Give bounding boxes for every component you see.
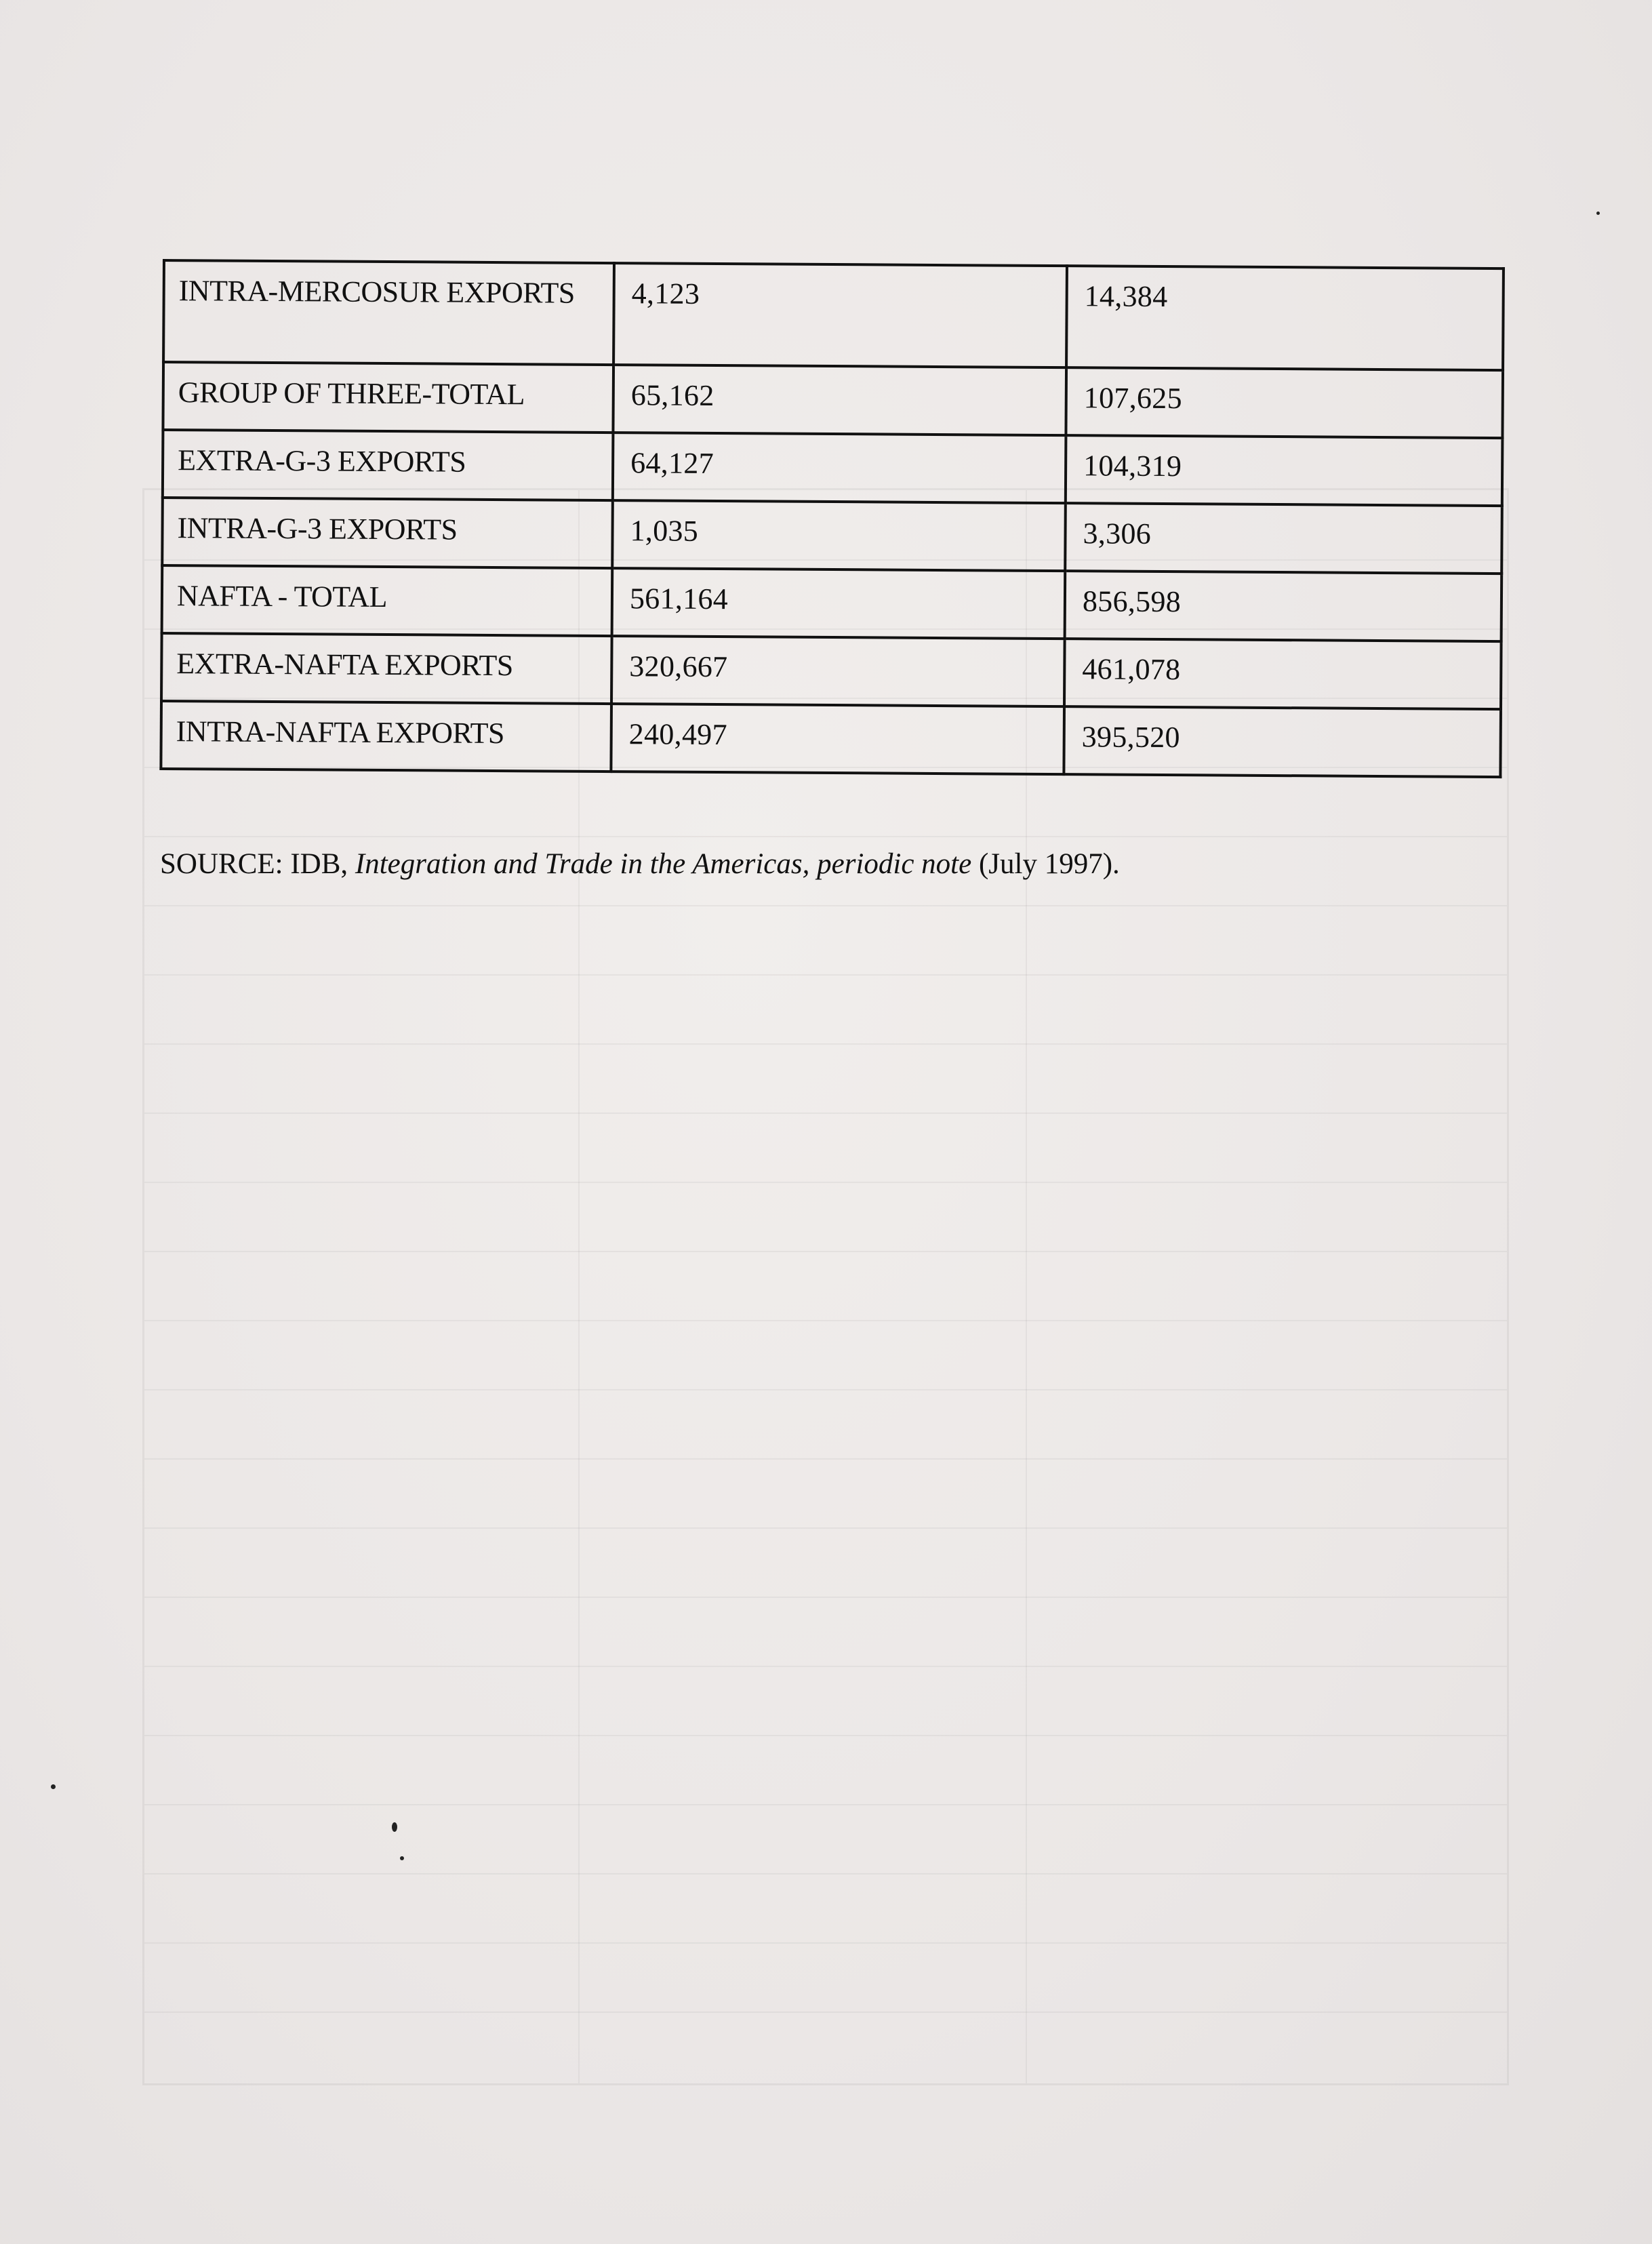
- trade-data-table: [159, 259, 1505, 778]
- row-label: NAFTA - TOTAL: [162, 565, 613, 636]
- bleed-through-line: [144, 1527, 1507, 1529]
- table-row: [162, 565, 1502, 641]
- row-value-1: 561,164: [612, 568, 1066, 639]
- bleed-through-line: [144, 1043, 1507, 1045]
- bleed-through-line: [144, 1251, 1507, 1252]
- source-prefix: SOURCE: IDB,: [160, 848, 355, 880]
- table-row: [163, 362, 1503, 438]
- row-value-2: 856,598: [1065, 571, 1502, 641]
- row-value-2: 3,306: [1065, 503, 1502, 574]
- row-value-1: 65,162: [613, 365, 1066, 435]
- row-value-2: 14,384: [1066, 266, 1504, 370]
- bleed-through-line: [144, 1666, 1507, 1667]
- table-row: [161, 701, 1501, 777]
- dust-speck: [392, 1822, 397, 1832]
- row-value-1: 320,667: [611, 636, 1065, 706]
- row-value-1: 4,123: [613, 263, 1067, 367]
- row-label: EXTRA-G-3 EXPORTS: [163, 430, 613, 500]
- dust-speck: [1596, 212, 1600, 215]
- row-label: INTRA-NAFTA EXPORTS: [161, 701, 611, 772]
- bleed-through-line: [144, 1182, 1507, 1183]
- row-label: INTRA-G-3 EXPORTS: [162, 498, 613, 568]
- bleed-through-line: [144, 1113, 1507, 1114]
- source-note: [160, 844, 1448, 885]
- table-row: [162, 498, 1502, 574]
- bleed-through-line: [144, 836, 1507, 837]
- table-row: [163, 430, 1503, 506]
- bleed-through-line: [144, 1804, 1507, 1805]
- dust-speck: [51, 1784, 56, 1789]
- source-publication: Integration and Trade in the Americas, periodic note: [355, 848, 972, 880]
- bleed-through-line: [144, 1458, 1507, 1460]
- row-value-1: 1,035: [612, 500, 1066, 571]
- row-value-1: 240,497: [611, 704, 1064, 774]
- bleed-through-line: [144, 905, 1507, 906]
- row-value-2: 395,520: [1064, 706, 1501, 777]
- source-suffix: (July 1997).: [971, 848, 1120, 880]
- bleed-through-line: [144, 974, 1507, 976]
- row-value-2: 104,319: [1066, 435, 1503, 506]
- bleed-through-line: [144, 1942, 1507, 1944]
- dust-speck: [400, 1856, 404, 1860]
- row-value-1: 64,127: [613, 433, 1066, 503]
- bleed-through-line: [144, 2011, 1507, 2013]
- row-label: EXTRA-NAFTA EXPORTS: [161, 633, 612, 704]
- row-label: INTRA-MERCOSUR EXPORTS: [163, 260, 614, 365]
- bleed-through-line: [144, 1735, 1507, 1736]
- table-row: [163, 260, 1504, 370]
- bleed-through-line: [144, 1389, 1507, 1390]
- row-value-2: 107,625: [1066, 367, 1503, 438]
- table-row: [161, 633, 1502, 709]
- row-value-2: 461,078: [1064, 639, 1502, 709]
- table-body: [161, 260, 1504, 777]
- bleed-through-line: [144, 1597, 1507, 1598]
- bleed-through-line: [144, 1873, 1507, 1875]
- bleed-through-line: [144, 1320, 1507, 1321]
- row-label: GROUP OF THREE-TOTAL: [163, 362, 613, 433]
